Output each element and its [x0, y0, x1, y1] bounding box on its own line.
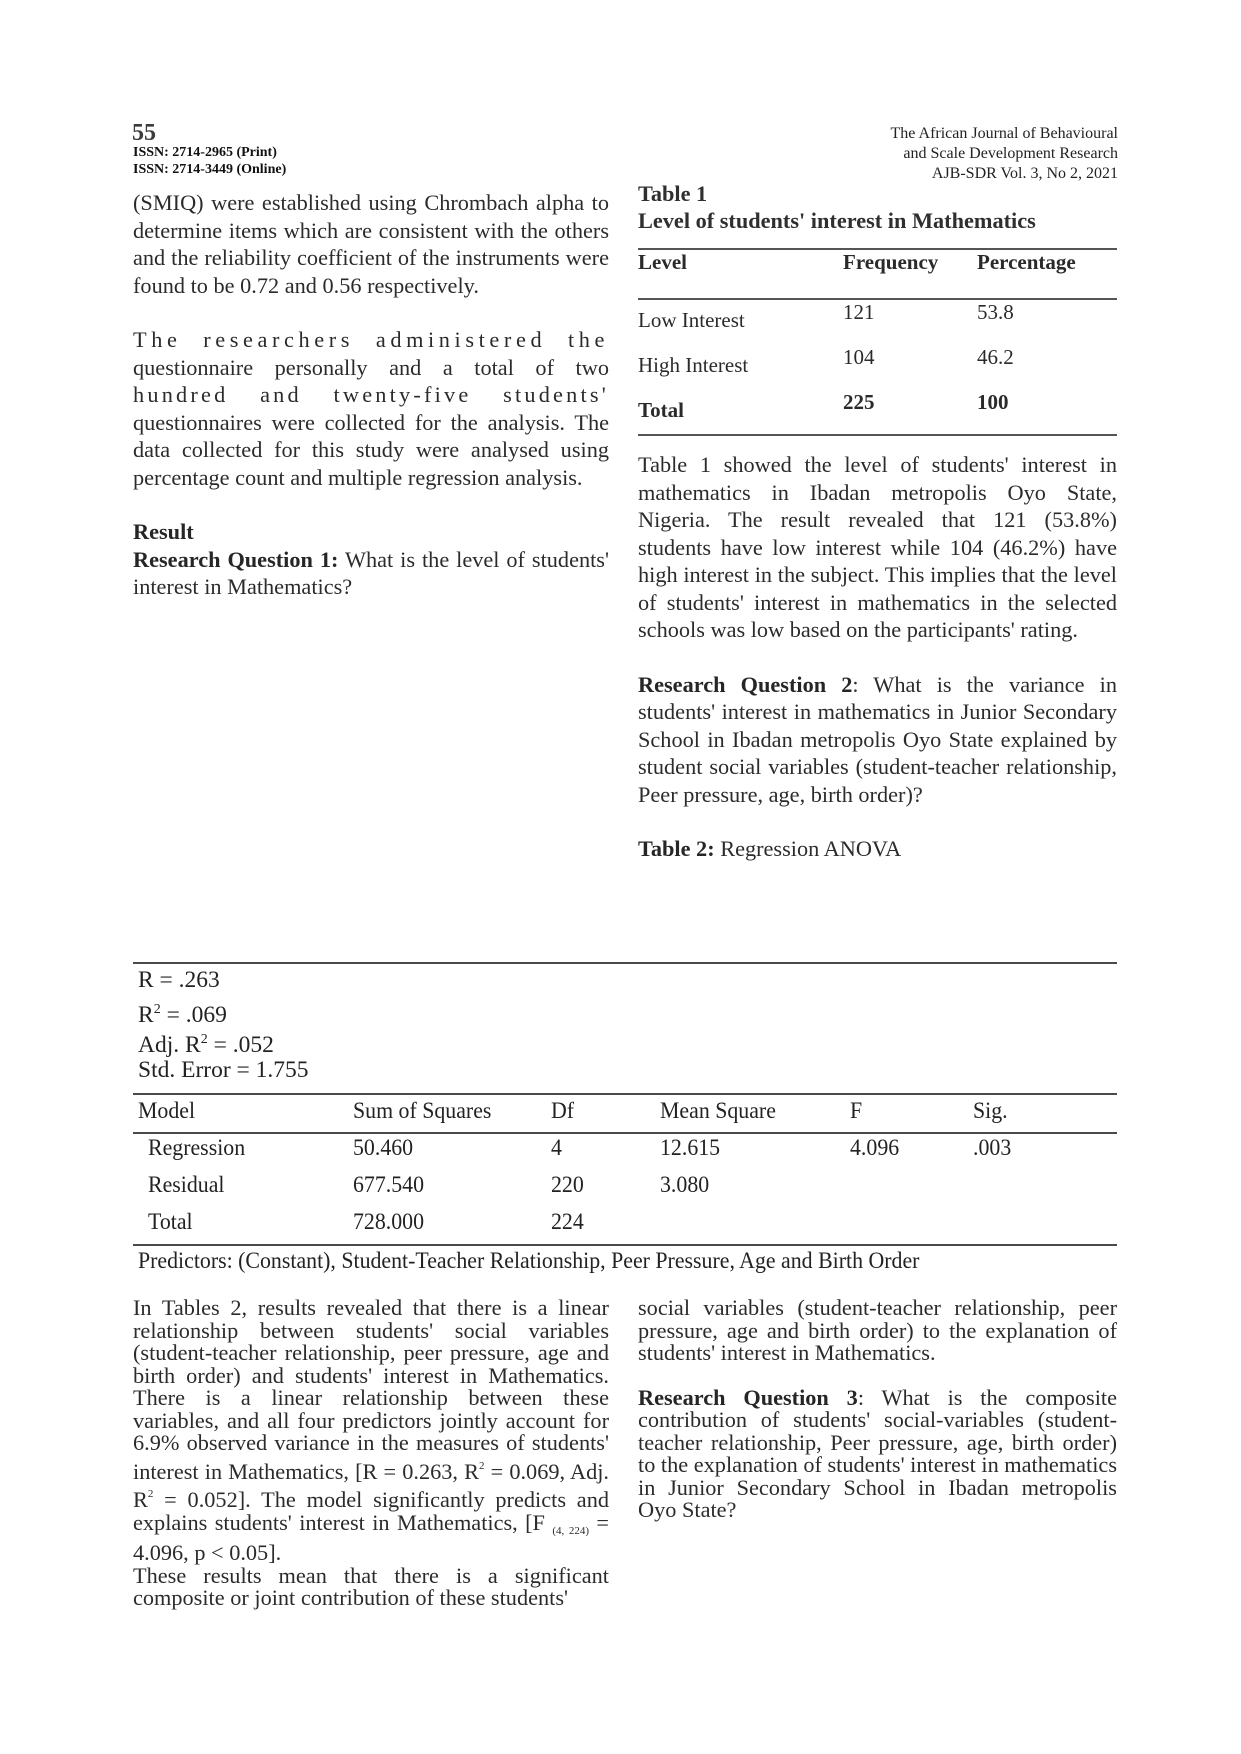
procedure-line2: questionnaire personally and a total of two — [133, 354, 609, 380]
conclusion-continuation: social variables (student-teacher relationship, peer pressure, age and birth order) to the explanation of students' interest in Mathematics. — [638, 1295, 1117, 1365]
table2-row-regression-model: Regression — [148, 1135, 246, 1161]
procedure-line1: The researchers administered the — [133, 327, 609, 352]
table2-row-total-model: Total — [148, 1209, 193, 1235]
table2-row-total-ss: 728.000 — [353, 1209, 425, 1235]
lower-right-column — [638, 1297, 1117, 1522]
journal-title-line2: and Scale Development Research — [903, 145, 1118, 162]
table2-header-f: F — [850, 1098, 863, 1124]
table2-row-regression-f: 4.096 — [850, 1135, 900, 1161]
table2-header-model: Model — [138, 1098, 196, 1124]
table2-row-residual-model: Residual — [148, 1172, 225, 1198]
left-column — [133, 189, 609, 601]
table2-row-regression-df: 4 — [551, 1135, 562, 1161]
rq2-label: Research Question 2 — [638, 671, 853, 697]
page-number: 55 — [132, 120, 156, 146]
table1-row-high-frequency: 104 — [843, 345, 875, 369]
rq1-label: Research Question 1: — [133, 546, 339, 572]
lower-left-column — [133, 1297, 609, 1610]
right-column — [638, 451, 1117, 863]
journal-volume: AJB-SDR Vol. 3, No 2, 2021 — [931, 165, 1118, 182]
table2-row-residual-ms: 3.080 — [660, 1172, 710, 1198]
table1-number: Table 1 — [638, 181, 708, 206]
table2-conclusion: These results mean that there is a significant composite or joint contribution of these students' — [133, 1562, 609, 1610]
research-question-3: Research Question 3: What is the composite contribution of students' social-variables (student-teacher relationship, Peer pressure, age, birth order) to the explanation of students' interest in mathematics in Junior Secondary School in Ibadan metropolis Oyo State? — [638, 1384, 1118, 1522]
table1-row-high-percentage: 46.2 — [977, 345, 1014, 369]
table2-row-residual-df: 220 — [551, 1172, 584, 1198]
table2-row-regression-ms: 12.615 — [660, 1135, 721, 1161]
table1-header-percentage: Percentage — [977, 250, 1076, 274]
table1-row-low-frequency: 121 — [843, 300, 875, 324]
table1-discussion: Table 1 showed the level of students' interest in mathematics in Ibadan metropolis Oyo State, Nigeria. The result revealed that 121 (53.8%) students have low interest while 104 (46.2%) have high interest in the subject. This implies that the level of students' interest in mathematics in the selected schools was low based on the participants' rating. — [638, 452, 1117, 642]
rq3-label: Research Question 3 — [638, 1384, 858, 1410]
table1-row-low-percentage: 53.8 — [977, 300, 1014, 324]
table2-caption: Table 2: Regression ANOVA — [638, 836, 902, 861]
table2-row-residual-ss: 677.540 — [353, 1172, 425, 1198]
table2-r-squared: $R^2 = .069$ — [138, 1002, 227, 1028]
table2-row-total-df: 224 — [551, 1209, 584, 1235]
table1-title — [638, 180, 1036, 234]
table1-header-level: Level — [638, 250, 687, 274]
journal-title-line1: The African Journal of Behavioural — [890, 125, 1118, 142]
table1-row-total-frequency: 225 — [843, 390, 875, 414]
issn-print: ISSN: 2714-2965 (Print) — [133, 145, 277, 160]
table1-caption: Level of students' interest in Mathematics — [638, 208, 1036, 233]
table2-row-regression-sig: .003 — [973, 1135, 1012, 1161]
table2-r: R = .263 — [138, 967, 220, 993]
table2-discussion: In Tables 2, results revealed that there is a linear relationship between students' social variables (student-teacher relationship, peer pressure, age and birth order) and students' interest in Mathematics. There is a linear relationship between these variables, and all four predictors jointly account for 6.9% observed variance in the measures of students' interest in Mathematics, [R = 0.263, $R^2 = 0.069$, Adj. $R^2 = 0.052$]. The model significantly predicts and explains students' interest in Mathematics, [F $_{(4, 224)}$ = 4.096, p < 0.05]. — [133, 1295, 609, 1565]
table2-adj-r-squared: Adj. $R^2 = .052$ — [138, 1032, 274, 1058]
table1-row-high-level: High Interest — [638, 353, 749, 377]
procedure-paragraph-rest: questionnaires were collected for the analysis. The data collected for this study were analysed using percentage count and multiple regression analysis. — [133, 409, 609, 490]
research-question-2: Research Question 2: What is the variance in students' interest in mathematics in Junior Secondary School in Ibadan metropolis Oyo State explained by student social variables (student-teacher relationship, Peer pressure, age, birth order)? — [638, 671, 1118, 807]
table1-header-frequency: Frequency — [843, 250, 939, 274]
table2-footnote: Predictors: (Constant), Student-Teacher Relationship, Peer Pressure, Age and Birth Order — [138, 1248, 920, 1274]
table1-row-total-percentage: 100 — [977, 390, 1009, 414]
table2-row-regression-ss: 50.460 — [353, 1135, 414, 1161]
issn-online: ISSN: 2714-3449 (Online) — [133, 162, 287, 177]
table2-header-ms: Mean Square — [660, 1098, 776, 1124]
table1-row-total-level: Total — [638, 398, 684, 422]
methods-paragraph: (SMIQ) were established using Chrombach alpha to determine items which are consistent with the others and the reliability coefficient of the instruments were found to be 0.72 and 0.56 respectively. — [133, 190, 609, 298]
table2-header-sig: Sig. — [973, 1098, 1008, 1124]
table2-header-df: Df — [551, 1098, 575, 1124]
table2-std-error: Std. Error = 1.755 — [138, 1057, 309, 1083]
journal-info — [891, 124, 1118, 184]
table2-header-ss: Sum of Squares — [353, 1098, 492, 1124]
table1-row-low-level: Low Interest — [638, 308, 745, 332]
research-question-1: Research Question 1: What is the level of students' interest in Mathematics? — [133, 546, 610, 599]
procedure-line3: hundred and twenty-five students' — [133, 382, 609, 407]
result-heading: Result — [133, 519, 194, 544]
